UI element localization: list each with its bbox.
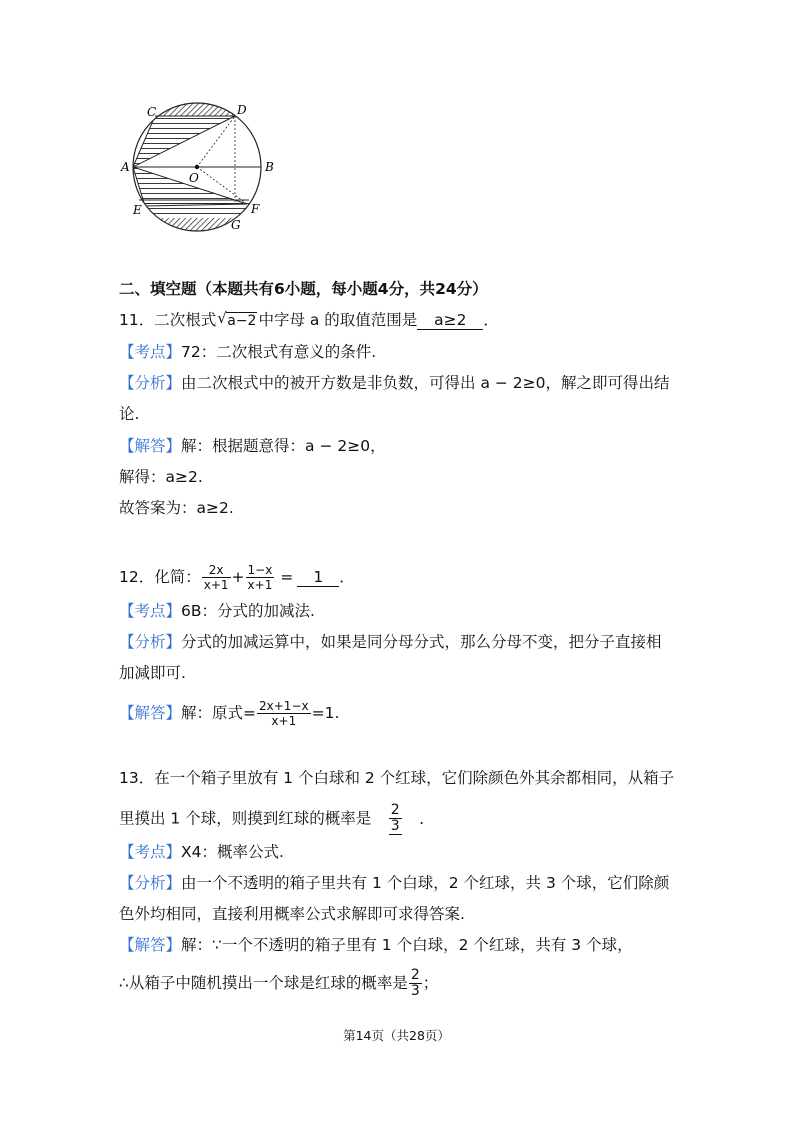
q13-kaodian-tag: 【考点】	[119, 843, 182, 861]
q12-fenxi-text-1: 分式的加减运算中，如果是同分母分式，那么分母不变，把分子直接相	[181, 633, 662, 651]
q13-jieda-fraction	[409, 968, 422, 999]
q13-fenxi-tag: 【分析】	[119, 874, 182, 892]
q12-prefix: 12．化简：	[119, 568, 201, 586]
q12-f1-den: x+1	[203, 578, 229, 592]
label-b: B	[265, 160, 274, 174]
circle-geometry-figure	[115, 96, 285, 241]
q12-eq: =	[275, 568, 294, 586]
q13-jieda2-post: ；	[422, 974, 439, 992]
q11-jieda-text-1: 解：根据题意得：a − 2≥0，	[181, 437, 386, 455]
section-title: 二、填空题（本题共有6小题，每小题4分，共24分）	[119, 280, 488, 298]
q11-sqrt: √ a−2	[217, 309, 257, 329]
q12-jieda-tag: 【解答】	[119, 704, 182, 722]
q11-jieda	[119, 436, 386, 456]
q12-end: ．	[339, 568, 355, 586]
q12-fenxi-cont: 加减即可.	[119, 664, 186, 682]
q11-fenxi	[119, 373, 670, 393]
top-segment-shading	[115, 96, 285, 116]
q12-kaodian-text: 6B：分式的加减法.	[181, 602, 315, 620]
q11-jieda-tag: 【解答】	[119, 437, 182, 455]
q11-jieda-3: 故答案为：a≥2.	[119, 499, 234, 517]
q11-kaodian-tag: 【考点】	[119, 343, 182, 361]
label-e: E	[133, 203, 142, 217]
q11-fenxi-tag: 【分析】	[119, 374, 182, 392]
q11-mid: 中字母 a 的取值范围是	[258, 311, 418, 329]
q13-kaodian-text: X4：概率公式.	[181, 843, 284, 861]
q12-f1-num: 2x	[202, 563, 231, 578]
q13-line2-pre: 里摸出 1 个球，则摸到红球的概率是	[119, 809, 372, 828]
q13-question-line-2	[119, 803, 435, 835]
q11-answer: a≥2	[417, 311, 483, 330]
q13-fenxi-cont: 色外均相同，直接利用概率公式求解即可求得答案.	[119, 905, 465, 923]
label-f: F	[251, 202, 260, 216]
q12-answer: 1	[297, 568, 339, 587]
q12-kaodian	[119, 601, 315, 621]
q11-jieda-2: 解得：a≥2.	[119, 468, 203, 486]
label-d: D	[237, 103, 247, 117]
q11-prefix: 11．二次根式	[119, 311, 217, 329]
q12-jieda-num: 2x+1−x	[259, 699, 309, 713]
q11-fenxi-text-1: 由二次根式中的被开方数是非负数，可得出 a − 2≥0，解之即可得出结	[181, 374, 670, 392]
q12-fenxi	[119, 632, 662, 652]
q12-f2-num: 1−x	[247, 563, 273, 577]
q13-kaodian	[119, 842, 284, 862]
q13-ans-num: 2	[390, 802, 400, 818]
q13-question-line-1: 13．在一个箱子里放有 1 个白球和 2 个红球，它们除颜色外其余都相同，从箱子	[119, 769, 675, 787]
center-point-o	[195, 165, 199, 169]
q12-kaodian-tag: 【考点】	[119, 602, 182, 620]
bottom-segment-shading	[115, 218, 285, 241]
q13-end: ．	[419, 809, 435, 828]
label-g: G	[231, 218, 241, 232]
q12-jieda-pre: 解：原式=	[181, 704, 257, 722]
q13-ans-den: 3	[390, 818, 400, 834]
q11-question	[119, 310, 499, 330]
q13-jieda-text-1: 解：∵一个不透明的箱子里有 1 个白球，2 个红球，共有 3 个球，	[181, 936, 633, 954]
q12-jieda-fraction	[257, 699, 311, 728]
q13-answer-blank	[371, 803, 419, 835]
q13-jieda2-den: 3	[410, 983, 420, 999]
q11-fenxi-cont: 论.	[119, 405, 140, 423]
q12-jieda-den: x+1	[271, 714, 297, 728]
q13-jieda-tag: 【解答】	[119, 936, 182, 954]
q13-fenxi	[119, 873, 669, 893]
q13-jieda2-num: 2	[410, 967, 420, 983]
q12-fenxi-tag: 【分析】	[119, 633, 182, 651]
q12-jieda-post: =1.	[311, 704, 340, 722]
q13-answer-fraction	[389, 803, 402, 835]
q11-radicand: a−2	[227, 313, 257, 329]
q13-jieda	[119, 935, 633, 955]
q12-fraction-1	[202, 563, 231, 592]
label-a: A	[121, 160, 130, 174]
q11-kaodian-text: 72：二次根式有意义的条件.	[181, 343, 377, 361]
label-c: C	[147, 105, 157, 119]
q12-fraction-2	[246, 563, 275, 592]
triangle-acd	[133, 116, 235, 167]
q11-end: ．	[483, 311, 499, 329]
q12-plus: +	[231, 568, 245, 586]
label-o: O	[189, 171, 199, 185]
q12-jieda	[119, 699, 339, 728]
q11-kaodian	[119, 342, 376, 362]
q12-f2-den: x+1	[247, 578, 273, 592]
page-footer: 第14页（共28页）	[343, 1028, 450, 1043]
q13-jieda2-pre: ∴从箱子中随机摸出一个球是红球的概率是	[119, 974, 408, 992]
q12-question	[119, 563, 355, 592]
q13-jieda-2	[119, 968, 438, 999]
q13-fenxi-text-1: 由一个不透明的箱子里共有 1 个白球，2 个红球，共 3 个球，它们除颜	[181, 874, 670, 892]
